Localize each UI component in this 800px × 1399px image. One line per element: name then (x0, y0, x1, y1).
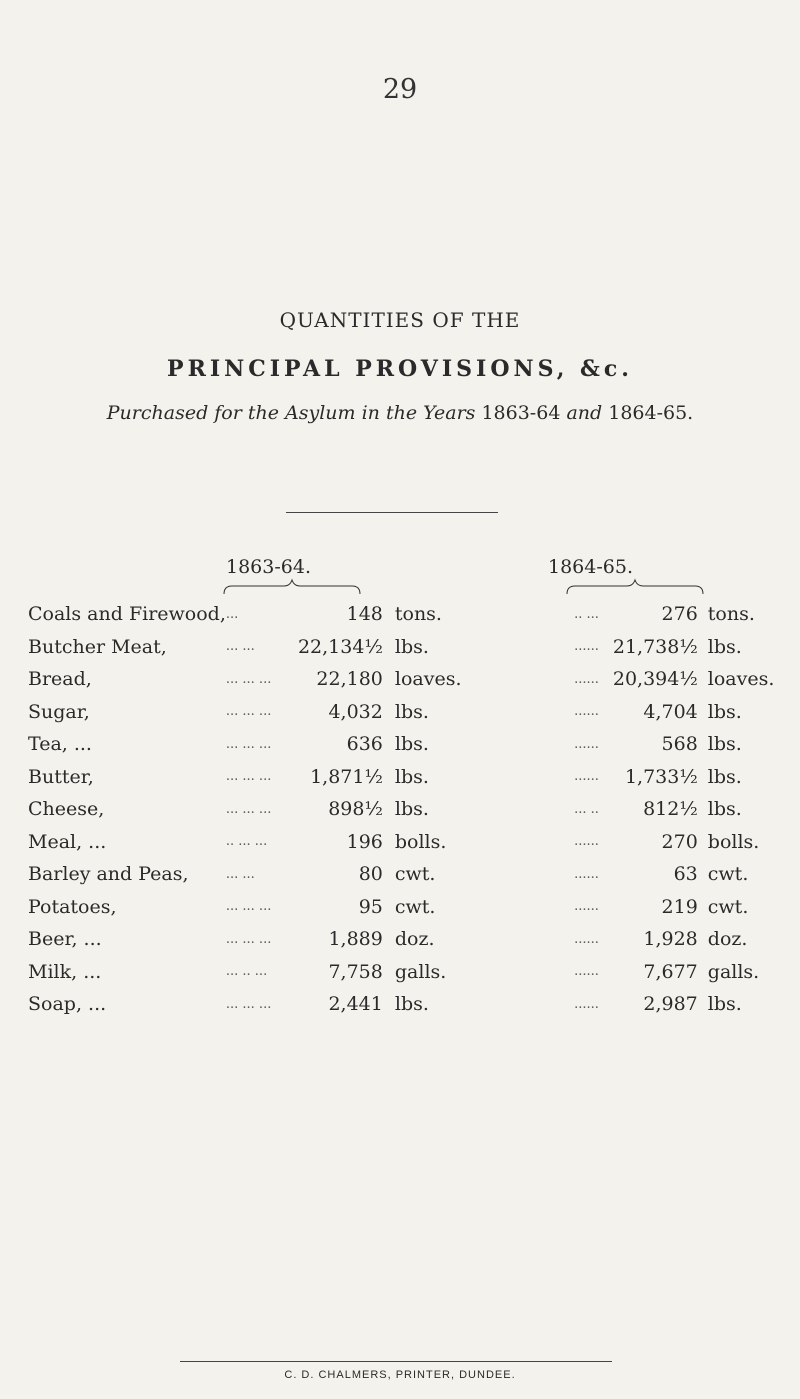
cell-q1: 196 (346, 830, 383, 853)
cell-u1: lbs. (394, 733, 429, 756)
cell-lead2: ...... (574, 931, 599, 947)
cell-u1: galls. (394, 960, 447, 983)
cell-u1: lbs. (394, 765, 429, 788)
cell-lead1: ... (225, 606, 239, 622)
cell-lead1: ... ... ... (225, 671, 272, 687)
cell-item: Milk, ... (28, 960, 102, 983)
table-row (28, 598, 788, 631)
cell-q1: 4,032 (328, 700, 383, 723)
cell-u1: lbs. (394, 700, 429, 723)
cell-item: Coals and Firewood, (28, 603, 226, 626)
cell-q2: 568 (661, 733, 698, 756)
cell-lead2: ...... (574, 834, 599, 850)
table-row (28, 761, 788, 794)
cell-q2: 2,987 (643, 993, 698, 1016)
cell-q1: 22,134½ (297, 635, 383, 658)
table-row (28, 956, 788, 989)
cell-lead2: ...... (574, 964, 599, 980)
cell-q1: 148 (346, 603, 383, 626)
cell-q1: 95 (358, 895, 383, 918)
subtitle-year-2: 1864-65. (608, 402, 694, 424)
cell-u1: lbs. (394, 798, 429, 821)
cell-lead2: ... .. (574, 801, 599, 817)
cell-q2: 7,677 (643, 960, 698, 983)
cell-lead1: ... ... (225, 866, 255, 882)
cell-q1: 7,758 (328, 960, 383, 983)
cell-q1: 1,871½ (310, 765, 383, 788)
subtitle-year-1: 1863-64 (481, 402, 561, 424)
cell-lead2: .. ... (574, 606, 599, 622)
cell-q2: 21,738½ (612, 635, 698, 658)
cell-q2: 812½ (643, 798, 698, 821)
cell-q1: 1,889 (328, 928, 383, 951)
cell-item: Beer, ... (28, 928, 102, 951)
cell-lead2: ...... (574, 736, 599, 752)
provisions-table (28, 598, 788, 1021)
bottom-divider (180, 1361, 612, 1362)
cell-item: Bread, (28, 668, 92, 691)
table-row (28, 891, 788, 924)
cell-q2: 63 (673, 863, 698, 886)
cell-lead1: ... .. ... (225, 964, 268, 980)
subtitle-and: and (566, 402, 603, 424)
cell-lead1: ... ... ... (225, 899, 272, 915)
cell-u1: doz. (394, 928, 435, 951)
cell-item: Butcher Meat, (28, 635, 167, 658)
cell-lead2: ...... (574, 671, 599, 687)
cell-u2: cwt. (707, 863, 749, 886)
cell-q2: 4,704 (643, 700, 698, 723)
cell-lead1: ... ... (225, 639, 255, 655)
column-header-1864-65: 1864-65. (548, 556, 633, 578)
cell-u2: lbs. (707, 700, 742, 723)
cell-lead1: ... ... ... (225, 769, 272, 785)
cell-u2: galls. (707, 960, 760, 983)
cell-u1: lbs. (394, 635, 429, 658)
brace-1864-65 (565, 578, 705, 596)
cell-u2: bolls. (707, 830, 760, 853)
cell-lead2: ...... (574, 639, 599, 655)
cell-q2: 276 (661, 603, 698, 626)
cell-lead2: ...... (574, 866, 599, 882)
top-divider (286, 512, 498, 513)
cell-u1: bolls. (394, 830, 447, 853)
cell-u2: lbs. (707, 635, 742, 658)
cell-lead1: ... ... ... (225, 801, 272, 817)
table-row (28, 923, 788, 956)
cell-q1: 80 (358, 863, 383, 886)
cell-u2: loaves. (707, 668, 775, 691)
cell-q2: 270 (661, 830, 698, 853)
table-row (28, 728, 788, 761)
table-row (28, 696, 788, 729)
cell-item: Meal, ... (28, 830, 107, 853)
table-row (28, 858, 788, 891)
cell-item: Butter, (28, 765, 94, 788)
cell-u2: tons. (707, 603, 755, 626)
cell-q1: 22,180 (316, 668, 383, 691)
cell-q1: 898½ (328, 798, 383, 821)
cell-u1: tons. (394, 603, 442, 626)
cell-q1: 636 (346, 733, 383, 756)
cell-u1: lbs. (394, 993, 429, 1016)
cell-item: Tea, ... (28, 733, 92, 756)
cell-lead1: .. ... ... (225, 834, 268, 850)
cell-item: Barley and Peas, (28, 863, 189, 886)
cell-item: Cheese, (28, 798, 105, 821)
table-row (28, 988, 788, 1021)
cell-item: Sugar, (28, 700, 90, 723)
cell-lead1: ... ... ... (225, 736, 272, 752)
cell-lead2: ...... (574, 769, 599, 785)
cell-q2: 1,733½ (624, 765, 698, 788)
column-header-1863-64: 1863-64. (226, 556, 311, 578)
cell-q2: 219 (661, 895, 698, 918)
cell-u1: cwt. (394, 863, 436, 886)
cell-u2: doz. (707, 928, 748, 951)
subtitle (0, 402, 800, 424)
cell-u2: lbs. (707, 993, 742, 1016)
cell-item: Potatoes, (28, 895, 117, 918)
table-row (28, 826, 788, 859)
cell-u2: cwt. (707, 895, 749, 918)
cell-item: Soap, ... (28, 993, 107, 1016)
brace-1863-64 (222, 578, 362, 596)
heading-line-2: PRINCIPAL PROVISIONS, &c. (167, 356, 633, 382)
cell-lead1: ... ... ... (225, 996, 272, 1012)
cell-lead1: ... ... ... (225, 931, 272, 947)
cell-u1: loaves. (394, 668, 462, 691)
table-row (28, 631, 788, 664)
cell-u1: cwt. (394, 895, 436, 918)
table-row (28, 793, 788, 826)
page-number: 29 (382, 74, 418, 105)
table-row (28, 663, 788, 696)
cell-lead1: ... ... ... (225, 704, 272, 720)
cell-u2: lbs. (707, 765, 742, 788)
cell-u2: lbs. (707, 733, 742, 756)
subtitle-prefix: Purchased for the Asylum in the Years (106, 402, 476, 424)
heading-line-1: QUANTITIES OF THE (279, 308, 521, 332)
printer-imprint: C. D. CHALMERS, PRINTER, DUNDEE. (284, 1369, 516, 1381)
cell-lead2: ...... (574, 899, 599, 915)
cell-u2: lbs. (707, 798, 742, 821)
cell-q2: 20,394½ (612, 668, 698, 691)
cell-lead2: ...... (574, 704, 599, 720)
cell-lead2: ...... (574, 996, 599, 1012)
cell-q1: 2,441 (328, 993, 383, 1016)
cell-q2: 1,928 (643, 928, 698, 951)
